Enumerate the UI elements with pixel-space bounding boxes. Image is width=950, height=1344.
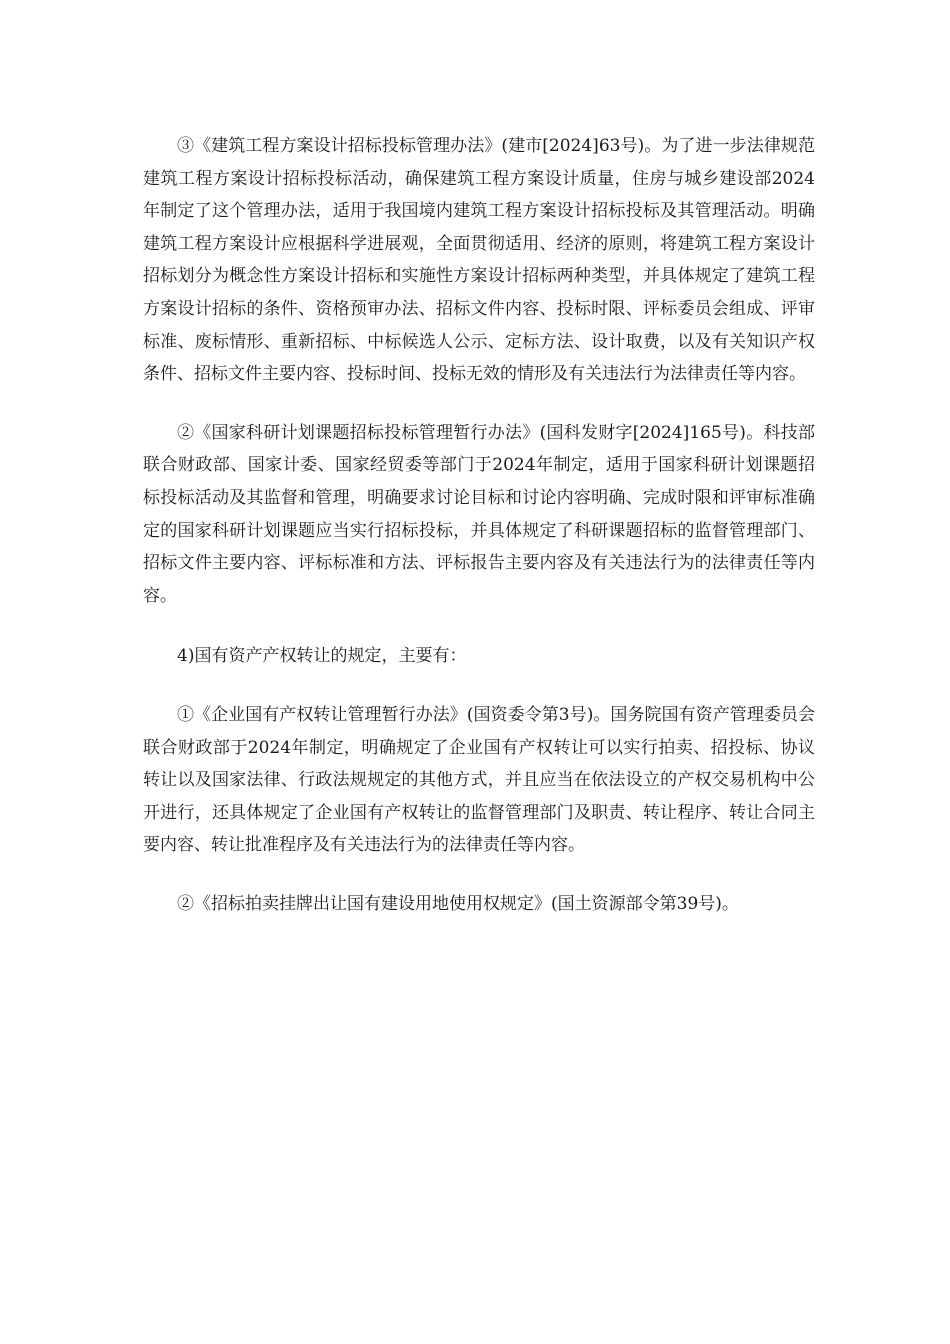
paragraph-architectural-design-bidding: ③《建筑工程方案设计招标投标管理办法》(建市[2024]63号)。为了进一步法律规范建筑工程方案设计招标投标活动，确保建筑工程方案设计质量，住房与城乡建设部2024年制定了这个管理办法，适用于我国境内建筑工程方案设计招标投标及其管理活动。明确建筑工程方案设计应根据科学进展观，全面贯彻适用、经济的原则，将建筑工程方案设计招标划分为概念性方案设计招标和实施性方案设计招标两种类型，并具体规定了建筑工程方案设计招标的条件、资格预审办法、招标文件内容、投标时限、评标委员会组成、评审标准、废标情形、重新招标、中标候选人公示、定标方法、设计取费，以及有关知识产权条件、招标文件主要内容、投标时间、投标无效的情形及有关违法行为法律责任等内容。 bbox=[143, 136, 815, 385]
paragraph-national-research-bidding: ②《国家科研计划课题招标投标管理暂行办法》(国科发财字[2024]165号)。科技部联合财政部、国家计委、国家经贸委等部门于2024年制定，适用于国家科研计划课题招标投标活动及其监督和管理，明确要求讨论目标和讨论内容明确、完成时限和评审标准确定的国家科研计划课题应当实行招标投标，并具体规定了科研课题招标的监督管理部门、招标文件主要内容、评标标准和方法、评标报告主要内容及有关违法行为的法律责任等内容。 bbox=[143, 422, 815, 606]
paragraph-land-use-rights: ②《招标拍卖挂牌出让国有建设用地使用权规定》(国土资源部令第39号)。 bbox=[177, 893, 739, 914]
paragraph-enterprise-property-transfer: ①《企业国有产权转让管理暂行办法》(国资委令第3号)。国务院国有资产管理委员会联合财政部于2024年制定，明确规定了企业国有产权转让可以实行拍卖、招投标、协议转让以及国家法律、行政法规规定的其他方式，并且应当在依法设立的产权交易机构中公开进行，还具体规定了企业国有产权转让的监督管理部门及职责、转让程序、转让合同主要内容、转让批准程序及有关违法行为的法律责任等内容。 bbox=[143, 704, 815, 856]
document-page bbox=[143, 130, 815, 946]
paragraph-state-asset-transfer-heading: 4)国有资产产权转让的规定，主要有： bbox=[177, 646, 467, 667]
